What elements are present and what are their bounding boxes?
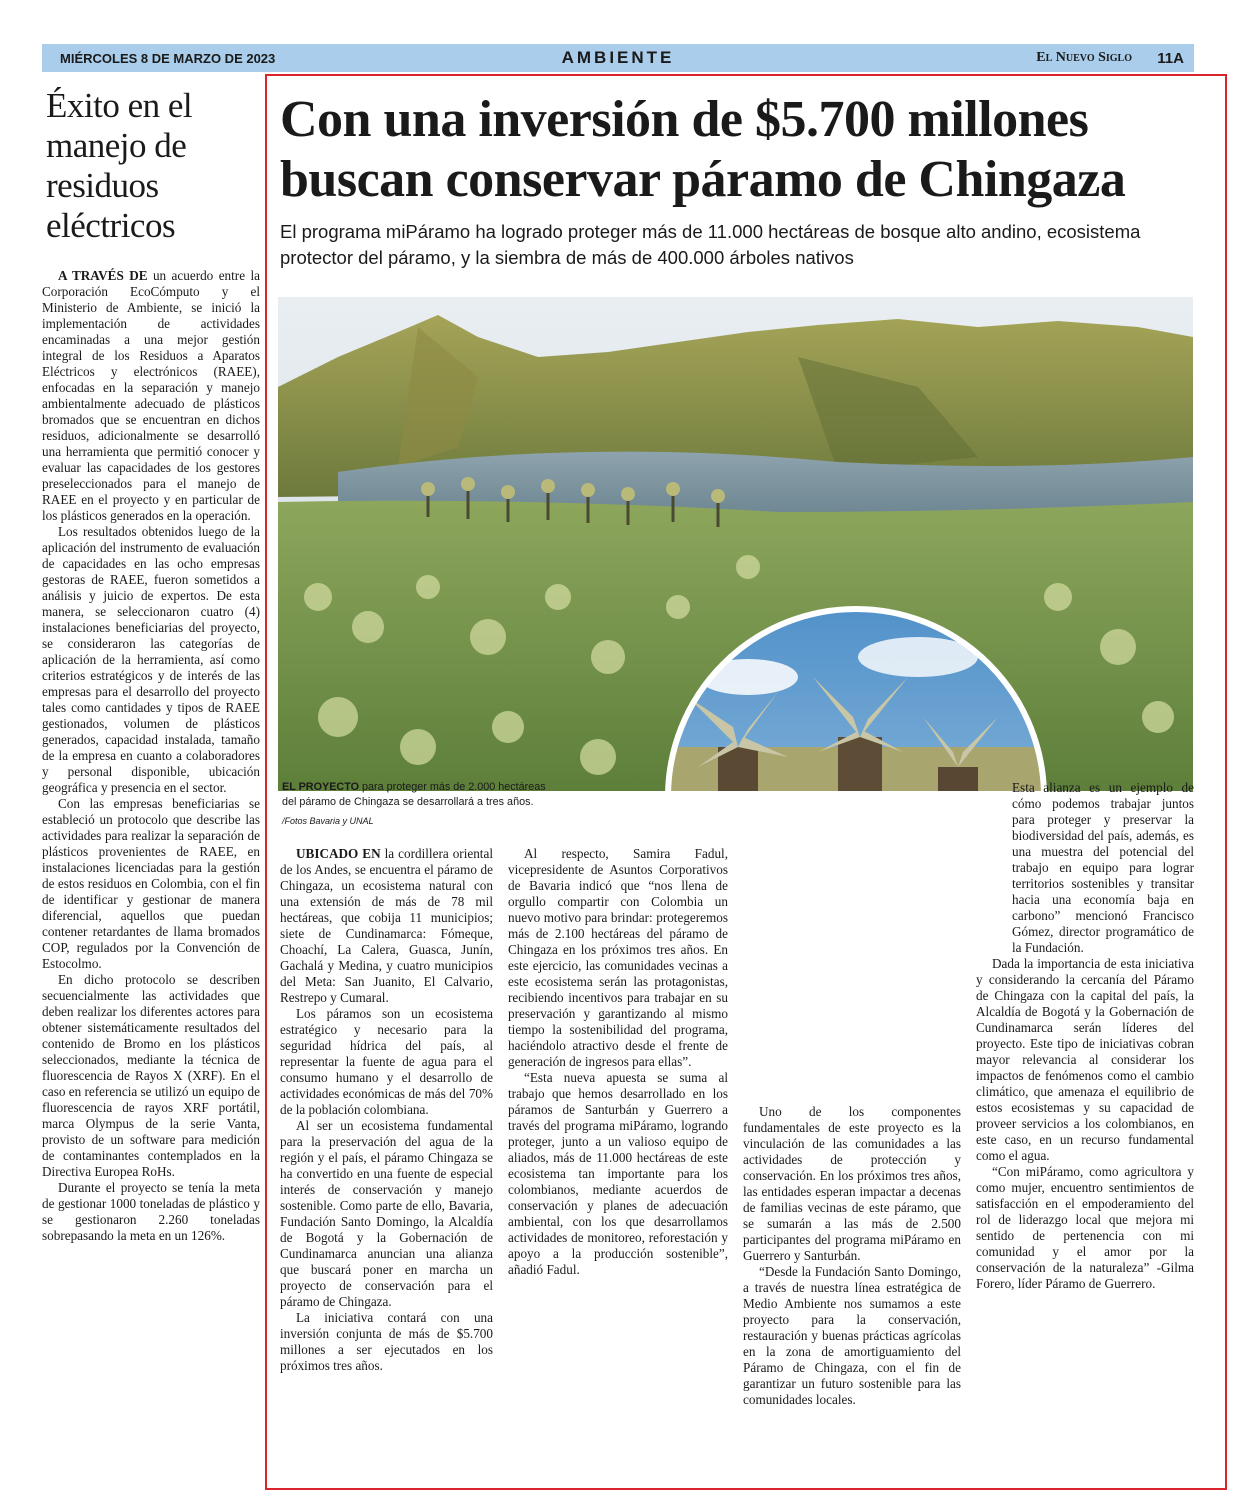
article-deck: El programa miPáramo ha logrado proteger más de 11.000 hectáreas de bosque alto andino, ecosistema protector del páramo, y la siembra de más de 400.000 árboles nativos [280, 221, 1141, 268]
photo-caption [282, 780, 562, 810]
article-headline: Con una inversión de $5.700 millones buscan conservar páramo de Chingaza [280, 91, 1126, 208]
sidebar-paragraph: Durante el proyecto se tenía la meta de gestionar 1000 toneladas de plástico y se gestionaron 2.260 toneladas sobrepasando la meta en un 126%. [42, 1180, 260, 1243]
sidebar-paragraph [42, 268, 260, 524]
article-paragraph [280, 846, 493, 1006]
publication-name: El Nuevo Siglo [1036, 50, 1132, 65]
article-paragraph: Uno de los componentes fundamentales de este proyecto es la vinculación de las comunidades a las actividades de protección y conservación. En los próximos tres años, las entidades esperan impactar a decenas de familias vecinas de este páramo, que se sumarán a las más de 2.500 participantes del programa miPáramo en Guerrero y Santurbán. [743, 1104, 961, 1263]
page-number: 11A [1157, 49, 1184, 67]
sidebar-story [42, 86, 260, 1244]
article-paragraph: “Con miPáramo, como agricultora y como mujer, encuentro sentimientos de satisfacción en el empoderamiento del rol de liderazgo local que mejora mi sentido de pertenencia con mi comunidad y el amor por la conservación de la naturaleza” -Gilma Forero, líder Páramo de Guerrero. [976, 1164, 1194, 1291]
section-title: AMBIENTE [561, 48, 675, 67]
header-bar [42, 44, 1194, 72]
photo-credit: /Fotos Bavaria y UNAL [282, 816, 374, 826]
article-column-1 [280, 846, 493, 1374]
caption-lead: EL PROYECTO [282, 781, 359, 793]
article-paragraph: Dada la importancia de esta iniciativa y considerando la cercanía del Páramo de Chingaza con la capital del país, la Alcaldía de Bogotá y la Gobernación de Cundinamarca serán líderes del proyecto. Este tipo de iniciativas cobran mayor relevancia al considerar los impactos de fenómenos como el cambio climático, que amenaza el equilibrio de estos ecosistemas y su capacidad de proveer servicios a los colombianos, en este caso, en un recurso fundamental como el agua. [976, 956, 1194, 1163]
issue-date: MIÉRCOLES 8 DE MARZO DE 2023 [60, 50, 276, 66]
sidebar-paragraph: Con las empresas beneficiarias se estableció un protocolo que describe las actividades para realizar la separación de plásticos provenientes de RAEE, en instalaciones licenciadas para la gestión de estos residuos en Colombia, con el fin de identificar y gestionar de manera diferencial, aquellos que puedan contener retardantes de llama bromados COP, regulados por la Convención de Estocolmo. [42, 796, 260, 971]
article-paragraph: Al ser un ecosistema fundamental para la preservación del agua de la región y el país, el páramo Chingaza se ha convertido en una fuente de especial interés de conservación y manejo sostenible. Como parte de ello, Bavaria, Fundación Santo Domingo, la Alcaldía de Bogotá y la Gobernación de Cundinamarca anuncian una alianza que buscará poner en marcha un proyecto de conservación para el páramo de Chingaza. [280, 1118, 493, 1309]
article-paragraph: Esta alianza es un ejemplo de cómo podemos trabajar juntos para proteger y preservar la biodiversidad del país, además, es una muestra del potencial del trabajo en equipo para lograr territorios sostenibles y transitar hacia una economía baja en carbono” mencionó Francisco Gómez, director programático de la Fundación. [1012, 780, 1194, 955]
sidebar-paragraph: En dicho protocolo se describen secuencialmente las actividades que deben realizar los diferentes actores para obtener sistemáticamente resultados del contenido de Bromo en los plásticos seleccionados, mediante la técnica de fluorescencia de Rayos X (XRF). En el caso en referencia se utilizó un equipo de fluorescencia de rayos XRF portátil, marca Olympus de la serie Vanta, provisto de un software para medición de contaminantes contemplados en la Directiva Europea RoHs. [42, 972, 260, 1179]
article-column-2 [508, 846, 728, 1278]
article-paragraph: Los páramos son un ecosistema estratégico y necesario para la seguridad hídrica del país, al representar la fuente de agua para el consumo humano y el desarrollo de actividades económicas de más del 70% de la población colombiana. [280, 1006, 493, 1117]
sidebar-headline: Éxito en el manejo de residuos eléctricos [46, 86, 193, 245]
article-paragraph: La iniciativa contará con una inversión conjunta de más de $5.700 millones a ser ejecutados en los próximos tres años. [280, 1310, 493, 1373]
article-paragraph: “Desde la Fundación Santo Domingo, a través de nuestra línea estratégica de Medio Ambiente nos sumamos a este proyecto para la conservación, restauración y buenas prácticas agrícolas en la zona de amortiguamiento del Páramo de Chingaza, con el fin de garantizar un futuro sostenible para las comunidades locales. [743, 1264, 961, 1407]
article-lead: UBICADO EN [296, 846, 381, 861]
caption-text: para proteger más de 2.000 hectáreas del páramo de Chingaza se desarrollará a tres años. [282, 781, 546, 808]
sidebar-lead: A TRAVÉS DE [58, 268, 148, 283]
article-column-4 [976, 780, 1194, 1292]
article-text: la cordillera oriental de los Andes, se encuentra el páramo de Chingaza, un ecosistema natural con una extensión de más de 78 mil hectáreas, que cobija 11 municipios; siete de Cundinamarca: Fómeque, Choachí, La Calera, Guasca, Junín, Gachalá y Medina, y cuatro municipios del Meta: San Juanito, El Calvario, Restrepo y Cumaral. [280, 846, 493, 1005]
article-paragraph: “Esta nueva apuesta se suma al trabajo que hemos desarrollado en los páramos de Santurbán y Guerrero a través del programa miPáramo, logrando proteger, junto a un valioso equipo de aliados, más de 11.000 hectáreas de este ecosistema tan importante para los colombianos, mediante acuerdos de conservación y planes de adecuación ambiental, con los que desarrollamos actividades de monitoreo, reforestación y apoyo a la producción sostenible”, añadió Fadul. [508, 1070, 728, 1277]
article-paragraph: Al respecto, Samira Fadul, vicepresidente de Asuntos Corporativos de Bavaria indicó que “nos llena de orgullo compartir con Colombia un nuevo motivo para brindar: protegeremos más de 2.100 hectáreas del páramo de Chingaza en los próximos tres años. En este ejercicio, las comunidades vecinas a este ecosistema serán las protagonistas, recibiendo incentivos para trabajar en su preservación y garantizando al mismo tiempo la sostenibilidad del programa, haciéndolo atractivo desde el frente de generación de ingresos para ellas”. [508, 846, 728, 1069]
paramo-photo [278, 297, 1193, 791]
article-column-3 [743, 1104, 961, 1408]
sidebar-text: un acuerdo entre la Corporación EcoCómputo y el Ministerio de Ambiente, se inició la implementación de actividades encaminadas a una mejor gestión integral de los Residuos a Aparatos Eléctricos y electrónicos (RAEE), enfocadas en la separación y manejo ambientalmente adecuado de plásticos bromados que se encuentran en dichos residuos, adicionalmente se desarrolló una herramienta que permitió conocer y evaluar las capacidades de los gestores preseleccionados para el manejo de RAEE en el proyecto y en particular de los plásticos generados en la operación. [42, 268, 260, 523]
sidebar-paragraph: Los resultados obtenidos luego de la aplicación del instrumento de evaluación de capacidades en las ocho empresas gestoras de RAEE, fueron sometidos a análisis y juicio de expertos. De esta manera, se seleccionaron cuatro (4) instalaciones beneficiarias del proyecto, se consideraron las categorías de aplicación de la herramienta, así como criterios estratégicos y de interés de las empresas para el desarrollo del proyecto tales como cantidades y tipos de RAEE gestionados, volumen de plásticos generados, capacidad instalada, tamaño de la empresa en cuanto a colaboradores y personal disponible, ubicación geográfica y presencia en el sector. [42, 524, 260, 795]
